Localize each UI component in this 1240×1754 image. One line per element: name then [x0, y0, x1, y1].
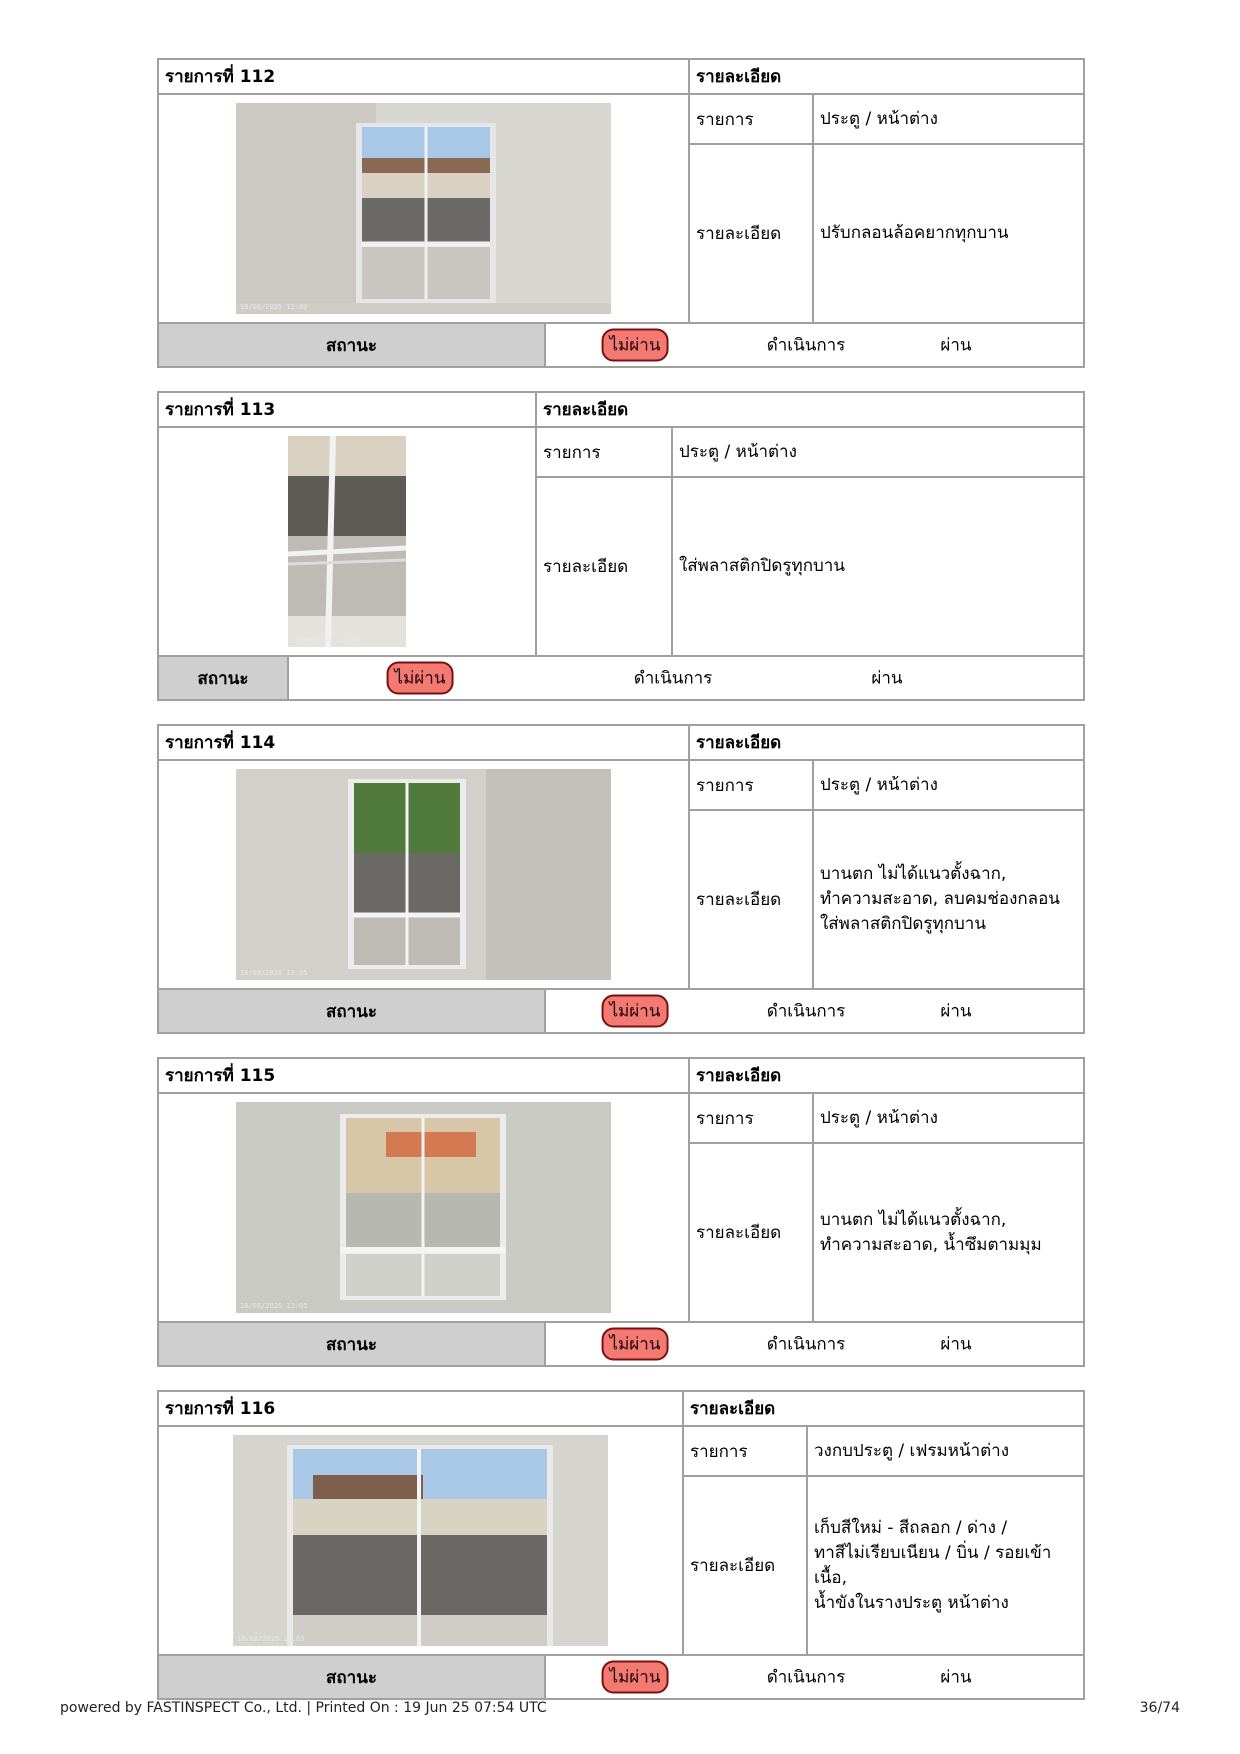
- window-photo-graphic: [236, 1102, 611, 1313]
- status-pass-option[interactable]: ผ่าน: [940, 1001, 972, 1022]
- photo-cell: [159, 1427, 684, 1654]
- item-title: รายการที่ 113: [159, 393, 537, 426]
- status-row: [159, 1323, 1083, 1365]
- item-title: รายการที่ 114: [159, 726, 690, 759]
- photo-cell: [159, 95, 690, 322]
- detail-value: เก็บสีใหม่ - สีถลอก / ด่าง / ทาสีไม่เรียบเนียน / บิ่น / รอยเข้าเนื้อ, น้ำขังในรางประตู หน้าต่าง: [814, 1517, 1052, 1613]
- status-progress-option[interactable]: ดำเนินการ: [766, 1334, 846, 1355]
- item-title: รายการที่ 115: [159, 1059, 690, 1092]
- item-body: [159, 1427, 1083, 1656]
- detail-label: รายละเอียด: [690, 145, 814, 322]
- window-photo[interactable]: [236, 103, 611, 314]
- footer-printed-info: powered by FASTINSPECT Co., Ltd. | Printed On : 19 Jun 25 07:54 UTC: [60, 1700, 547, 1716]
- status-fail-option[interactable]: ไม่ผ่าน: [602, 995, 669, 1028]
- detail-label: รายละเอียด: [537, 478, 673, 655]
- photo-timestamp: 18/08/2025 13:05: [240, 969, 308, 977]
- detail-label: รายละเอียด: [690, 1144, 814, 1321]
- photo-cell: [159, 761, 690, 988]
- window-photo[interactable]: [233, 1435, 608, 1646]
- status-pass-option[interactable]: ผ่าน: [940, 1334, 972, 1355]
- status-fail-option[interactable]: ไม่ผ่าน: [602, 329, 669, 362]
- item-body: [159, 428, 1083, 657]
- inspection-item-113: [157, 391, 1085, 701]
- window-photo-graphic: [288, 436, 406, 647]
- status-options: [546, 1656, 1083, 1698]
- window-photo-graphic: [233, 1435, 608, 1646]
- item-value: วงกบประตู / เฟรมหน้าต่าง: [814, 1440, 1010, 1461]
- status-pass-option[interactable]: ผ่าน: [871, 668, 903, 689]
- status-options: [546, 1323, 1083, 1365]
- item-header: [159, 393, 1083, 428]
- window-photo-graphic: [236, 103, 611, 314]
- item-value: ประตู / หน้าต่าง: [820, 1107, 938, 1128]
- status-row: [159, 324, 1083, 366]
- status-label: สถานะ: [159, 657, 289, 699]
- window-photo-graphic: [236, 769, 611, 980]
- status-progress-option[interactable]: ดำเนินการ: [766, 335, 846, 356]
- detail-value: ปรับกลอนล้อคยากทุกบาน: [820, 223, 1009, 243]
- detail-table: [537, 428, 1083, 655]
- item-label: รายการ: [690, 1094, 814, 1142]
- detail-label: รายละเอียด: [690, 811, 814, 988]
- item-header: [159, 726, 1083, 761]
- item-label: รายการ: [684, 1427, 808, 1475]
- status-label: สถานะ: [159, 324, 546, 366]
- detail-table: [690, 1094, 1083, 1321]
- detail-header: รายละเอียด: [696, 1066, 782, 1086]
- inspection-item-114: [157, 724, 1085, 1034]
- detail-value: บานตก ไม่ได้แนวตั้งฉาก, ทำความสะอาด, ลบคมช่องกลอน ใส่พลาสติกปิดรูทุกบาน: [820, 864, 1060, 934]
- window-photo[interactable]: [288, 436, 406, 647]
- detail-table: [690, 761, 1083, 988]
- detail-header: รายละเอียด: [696, 67, 782, 87]
- status-fail-option[interactable]: ไม่ผ่าน: [387, 662, 454, 695]
- status-options: [546, 990, 1083, 1032]
- status-options: [289, 657, 1083, 699]
- photo-timestamp: 18/08/2025 13:02: [240, 303, 308, 311]
- window-photo[interactable]: [236, 769, 611, 980]
- item-header: [159, 1059, 1083, 1094]
- status-label: สถานะ: [159, 990, 546, 1032]
- status-row: [159, 990, 1083, 1032]
- inspection-item-112: [157, 58, 1085, 368]
- detail-value: บานตก ไม่ได้แนวตั้งฉาก, ทำความสะอาด, น้ำซึมตามมุม: [820, 1209, 1042, 1255]
- status-progress-option[interactable]: ดำเนินการ: [766, 1667, 846, 1688]
- status-options: [546, 324, 1083, 366]
- item-value: ประตู / หน้าต่าง: [679, 441, 797, 462]
- item-body: [159, 761, 1083, 990]
- photo-timestamp: 18/08/2025 13:04: [292, 636, 360, 644]
- item-body: [159, 1094, 1083, 1323]
- item-title: รายการที่ 116: [159, 1392, 684, 1425]
- item-label: รายการ: [537, 428, 673, 476]
- inspection-item-116: [157, 1390, 1085, 1700]
- photo-timestamp: 18/08/2025 13:05: [240, 1302, 308, 1310]
- detail-header: รายละเอียด: [690, 1399, 776, 1419]
- detail-value: ใส่พลาสติกปิดรูทุกบาน: [679, 556, 845, 576]
- page-number: 36/74: [1139, 1700, 1180, 1716]
- status-progress-option[interactable]: ดำเนินการ: [633, 668, 713, 689]
- item-header: [159, 1392, 1083, 1427]
- item-label: รายการ: [690, 95, 814, 143]
- detail-label: รายละเอียด: [684, 1477, 808, 1654]
- status-row: [159, 657, 1083, 699]
- status-fail-option[interactable]: ไม่ผ่าน: [602, 1328, 669, 1361]
- photo-timestamp: 18/08/2025 13:03: [237, 1635, 305, 1643]
- item-title: รายการที่ 112: [159, 60, 690, 93]
- inspection-item-115: [157, 1057, 1085, 1367]
- status-label: สถานะ: [159, 1323, 546, 1365]
- item-label: รายการ: [690, 761, 814, 809]
- photo-cell: [159, 428, 537, 655]
- item-value: ประตู / หน้าต่าง: [820, 774, 938, 795]
- detail-header: รายละเอียด: [543, 400, 629, 420]
- status-row: [159, 1656, 1083, 1698]
- item-value: ประตู / หน้าต่าง: [820, 108, 938, 129]
- detail-table: [684, 1427, 1083, 1654]
- status-pass-option[interactable]: ผ่าน: [940, 335, 972, 356]
- status-label: สถานะ: [159, 1656, 546, 1698]
- item-header: [159, 60, 1083, 95]
- detail-table: [690, 95, 1083, 322]
- status-progress-option[interactable]: ดำเนินการ: [766, 1001, 846, 1022]
- status-fail-option[interactable]: ไม่ผ่าน: [602, 1661, 669, 1694]
- item-body: [159, 95, 1083, 324]
- detail-header: รายละเอียด: [696, 733, 782, 753]
- window-photo[interactable]: [236, 1102, 611, 1313]
- photo-cell: [159, 1094, 690, 1321]
- status-pass-option[interactable]: ผ่าน: [940, 1667, 972, 1688]
